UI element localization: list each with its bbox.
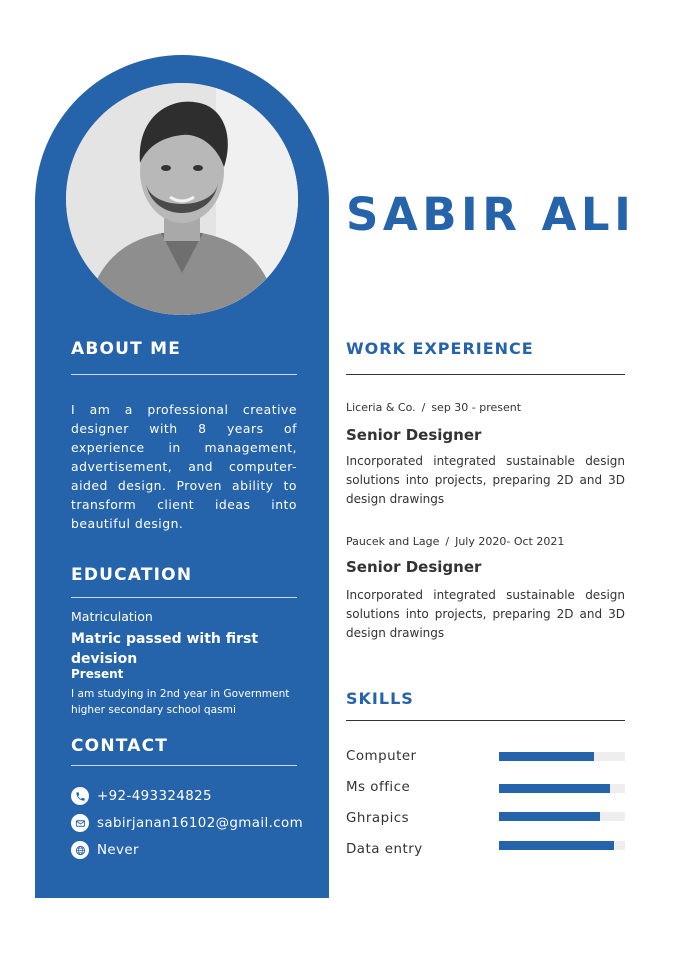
work-heading: WORK EXPERIENCE xyxy=(346,339,534,358)
meta-separator: / xyxy=(445,535,450,548)
skill-label: Data entry xyxy=(346,842,423,857)
job-meta xyxy=(346,401,521,414)
job-meta xyxy=(346,535,564,548)
skill-bar-fill xyxy=(499,841,614,850)
phone-icon xyxy=(71,787,89,805)
meta-separator: / xyxy=(421,401,426,414)
skill-bar-fill xyxy=(499,784,610,793)
job-period: July 2020- Oct 2021 xyxy=(455,535,565,548)
skill-bar-fill xyxy=(499,812,600,821)
skill-bar xyxy=(499,784,625,793)
about-heading: ABOUT ME xyxy=(71,339,182,359)
skills-heading: SKILLS xyxy=(346,689,414,708)
globe-icon xyxy=(71,841,89,859)
education-status: Present xyxy=(71,667,124,681)
skill-bar xyxy=(499,752,625,761)
job-period: sep 30 - present xyxy=(431,401,522,414)
job-title: Senior Designer xyxy=(346,426,482,444)
skill-label: Ghrapics xyxy=(346,811,410,826)
contact-website[interactable] xyxy=(71,841,139,859)
profile-photo xyxy=(66,83,298,315)
skill-bar xyxy=(499,841,625,850)
education-divider xyxy=(71,597,297,598)
job-description: Incorporated integrated sustainable design solutions into projects, preparing 2D and 3D design drawings xyxy=(346,454,625,506)
about-divider xyxy=(71,374,297,375)
person-name: SABIR ALI xyxy=(346,188,636,241)
profile-photo-illustration xyxy=(66,83,298,315)
education-description: I am studying in 2nd year in Government higher secondary school qasmi xyxy=(71,688,290,716)
skill-bar xyxy=(499,812,625,821)
skill-label: Computer xyxy=(346,749,417,764)
phone-text: +92-493324825 xyxy=(97,788,212,804)
education-heading: EDUCATION xyxy=(71,565,193,585)
skill-label: Ms office xyxy=(346,780,411,795)
contact-divider xyxy=(71,765,297,766)
contact-heading: CONTACT xyxy=(71,736,169,756)
about-text: I am a professional creative designer with 8 years of experience in management, advertisement, and computer-aided design. Proven ability to transform client ideas into beautiful design. xyxy=(71,402,297,531)
contact-email[interactable] xyxy=(71,814,303,832)
job-company: Liceria & Co. xyxy=(346,401,416,414)
education-title: Matric passed with first devision xyxy=(71,631,259,667)
mail-icon xyxy=(71,814,89,832)
job-company: Paucek and Lage xyxy=(346,535,440,548)
contact-phone[interactable] xyxy=(71,787,212,805)
job-title: Senior Designer xyxy=(346,558,482,576)
skills-divider xyxy=(346,720,625,721)
skill-bar-fill xyxy=(499,752,594,761)
email-text: sabirjanan16102@gmail.com xyxy=(97,815,304,831)
work-divider xyxy=(346,374,625,375)
job-description: Incorporated integrated sustainable design solutions into projects, preparing 2D and 3D design drawings xyxy=(346,588,625,640)
website-text: Never xyxy=(97,842,139,858)
education-level: Matriculation xyxy=(71,609,153,624)
